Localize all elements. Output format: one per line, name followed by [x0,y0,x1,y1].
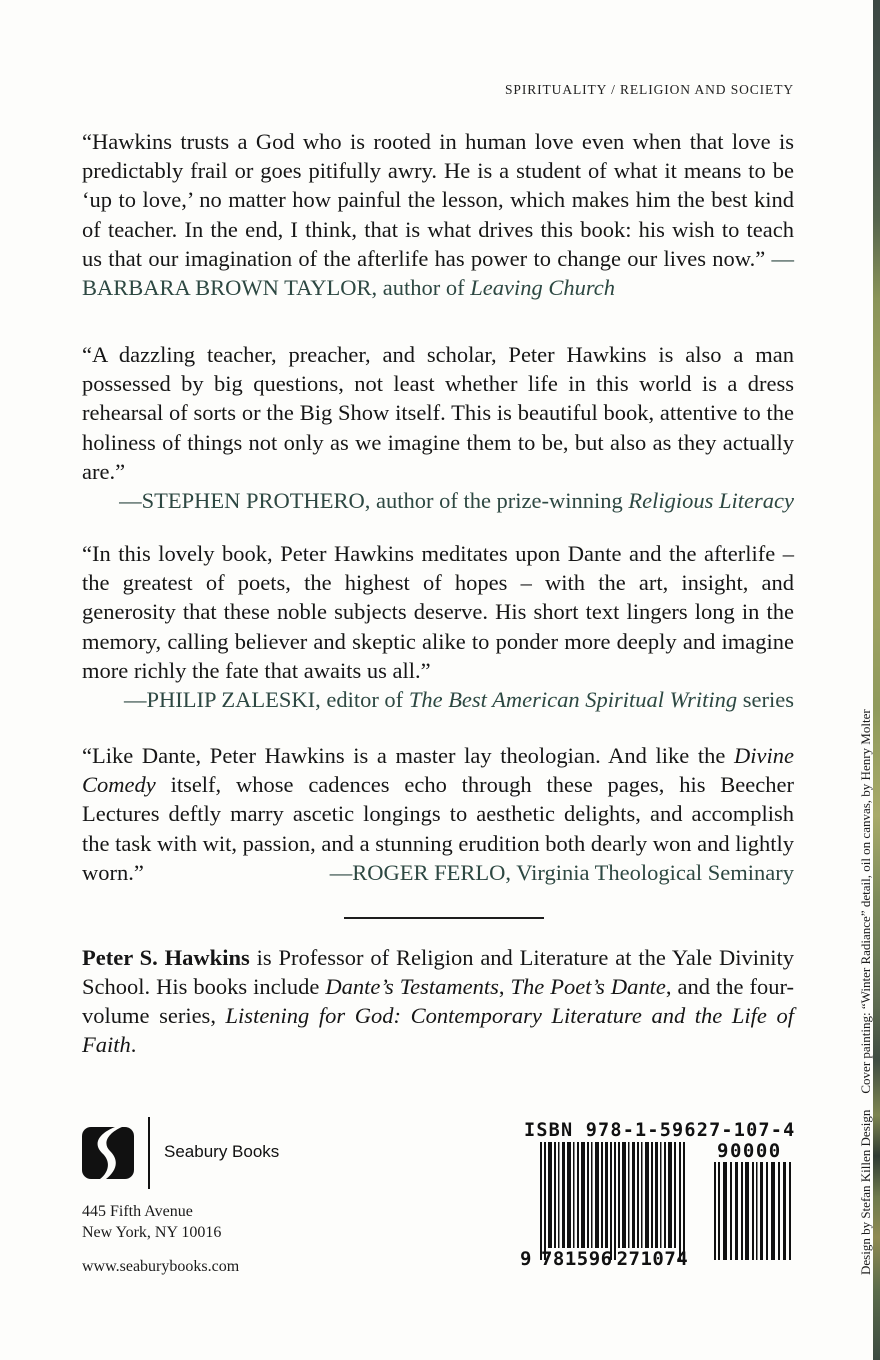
barcode-addon-icon [714,1162,792,1260]
quote-attribution: —PHILIP ZALESKI, editor of The Best American Spiritual Writing series [124,687,794,713]
author-bio: Peter S. Hawkins is Professor of Religion and Literature at the Yale Divinity School. His books include Dante’s Testaments, The Poet’s Dante, and the four-volume series, Listening for God: Contemporary Literature and the Life of Faith. [82,945,794,1057]
blurb-quote-2 [82,340,794,515]
blurb-quote-3 [82,539,794,714]
category-label: SPIRITUALITY / RELIGION AND SOCIETY [505,82,794,97]
quote-text: “Hawkins trusts a God who is rooted in human love even when that love is predictably frail or goes pitifully awry. He is a student of what it means to be ‘up to love,’ no matter how painful the lesson, which makes him the best kind of teacher. In the end, I think, that is what drives this book: his wish to teach us that our imagination of the afterlife has power to change our lives now.” [82,129,794,271]
barcode-digits: 9 781596 271074 [520,1248,689,1270]
quote-attribution: —BARBARA BROWN TAYLOR, author of Leaving Church [82,245,794,301]
design-credits: Design by Stefan Killen DesignCover painting: “Winter Radiance” detail, oil on canvas, by Henry Molter [858,709,873,1275]
quote-text: “In this lovely book, Peter Hawkins meditates upon Dante and the afterlife – the greatest of poets, the highest of hopes – with the art, insight, and generosity that these noble subjects deserve. His short text lingers long in the memory, calling believer and skeptic alike to ponder more deeply and imagine more richly the fate that awaits us all.” [82,541,794,683]
blurb-quote-1 [82,127,794,302]
publisher-address: 445 Fifth Avenue New York, NY 10016 [82,1203,222,1241]
quote-attribution: —ROGER FERLO, Virginia Theological Seminary [329,859,794,885]
blurb-quote-4 [82,741,794,887]
publisher-name: Seabury Books [164,1142,280,1161]
logo-divider [148,1117,150,1189]
quote-text: “A dazzling teacher, preacher, and scholar, Peter Hawkins is also a man possessed by big questions, not least whether life in this world is a dress rehearsal of sorts or the Big Show itself. This is beautiful book, attentive to the holiness of things not only as we imagine them to be, but also as they actually are.” [82,342,794,484]
barcode-icon [540,1142,686,1260]
publisher-website[interactable]: www.seaburybooks.com [82,1258,240,1275]
quote-text: “Like Dante, Peter Hawkins is a master lay theologian. And like the Divine Comedy itself, whose cadences echo through these pages, his Beecher Lectures deftly marry ascetic longings to aesthetic delights, and accomplish the task with wit, passion, and a stunning erudition both dearly won and lightly worn.” [82,743,794,885]
publisher-logo [82,1117,302,1189]
quote-attribution: —STEPHEN PROTHERO, author of the prize-winning Religious Literacy [119,488,794,514]
section-divider [344,917,544,919]
barcode-addon-digits: 90000 [717,1140,782,1162]
cover-painting-edge [873,0,880,1360]
author-name: Peter S. Hawkins [82,945,250,970]
isbn-label: ISBN 978-1-59627-107-4 [524,1120,796,1141]
seabury-s-logo-icon [82,1127,134,1179]
